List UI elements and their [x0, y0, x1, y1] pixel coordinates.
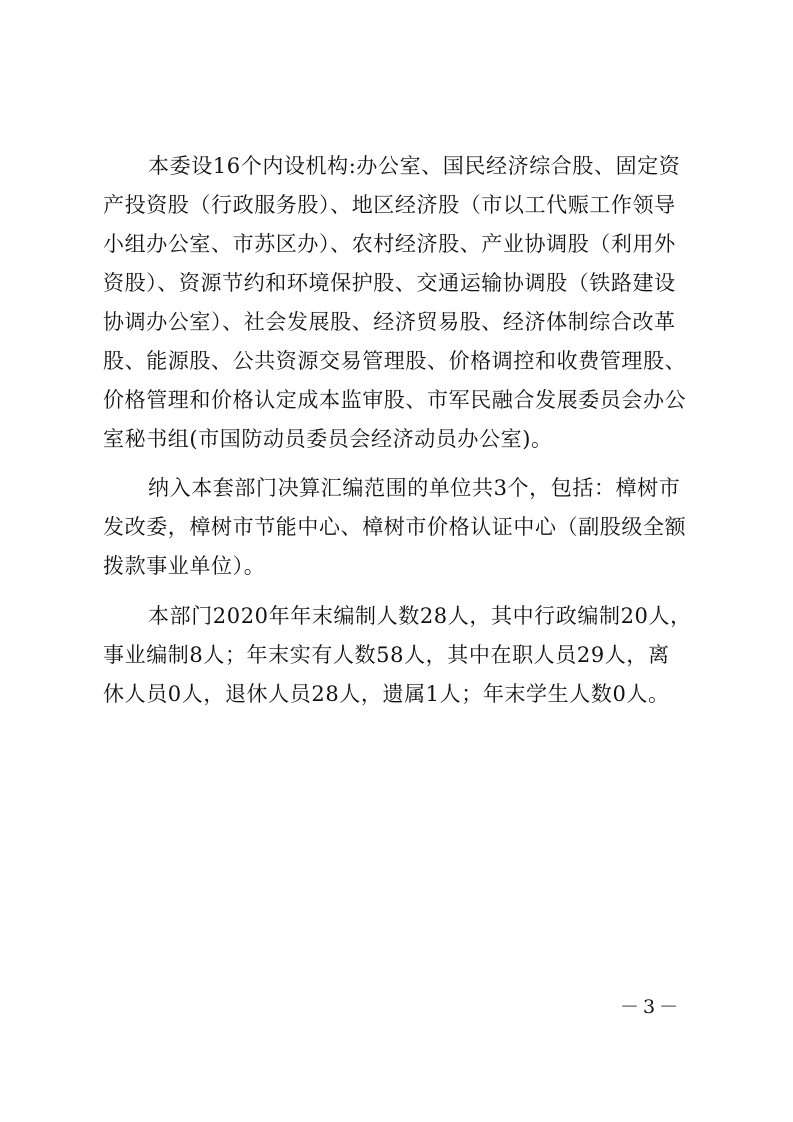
text-line: 发改委，樟树市节能中心、樟树市价格认证中心（副股级全额 — [103, 515, 687, 539]
text-line: 本部门2020年年末编制人数28人，其中行政编制20人， — [148, 604, 692, 628]
text-line: 纳入本套部门决算汇编范围的单位共3个，包括：樟树市 — [148, 476, 681, 500]
text-line: 协调办公室）、社会发展股、经济贸易股、经济体制综合改革 — [103, 310, 676, 334]
text-line: 本委设16个内设机构:办公室、国民经济综合股、固定资 — [148, 154, 681, 178]
text-line: 拨款事业单位）。 — [103, 554, 266, 578]
text-line: 小组办公室、市苏区办）、农村经济股、产业协调股（利用外 — [103, 232, 676, 256]
text-line: 资股）、资源节约和环境保护股、交通运输协调股（铁路建设 — [103, 271, 676, 295]
page-number: －3－ — [620, 996, 683, 1018]
text-line: 股、能源股、公共资源交易管理股、价格调控和收费管理股、 — [103, 349, 687, 373]
text-line: 事业编制8人；年末实有人数58人，其中在职人员29人，离 — [103, 643, 670, 667]
text-line: 室秘书组(市国防动员委员会经济动员办公室)。 — [103, 427, 553, 451]
text-line: 休人员0人，退休人员28人，遗属1人；年末学生人数0人。 — [103, 682, 670, 706]
text-line: 产投资股（行政服务股）、地区经济股（市以工代赈工作领导 — [103, 193, 676, 217]
text-line: 价格管理和价格认定成本监审股、市军民融合发展委员会办公 — [103, 388, 687, 412]
